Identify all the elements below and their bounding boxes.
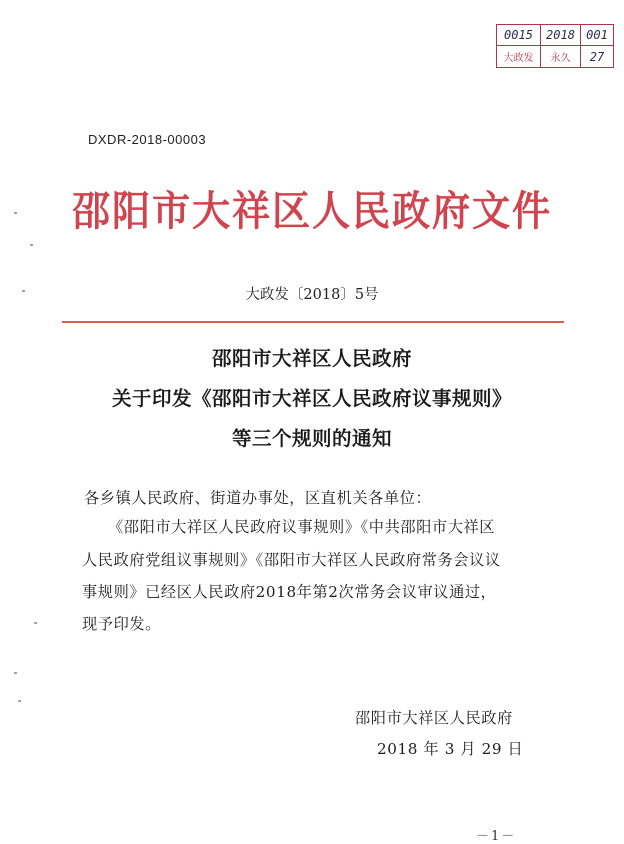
heading-line-3: 等三个规则的通知: [231, 427, 392, 450]
red-header-title: 邵阳市大祥区人民政府文件: [72, 187, 552, 235]
scan-mark: [14, 672, 17, 674]
stamp-retention: 永久: [541, 46, 581, 67]
body-line-1: 《邵阳市大祥区人民政府议事规则》《中共邵阳市大祥区: [108, 518, 496, 536]
stamp-issuer-code: 大政发: [497, 46, 541, 67]
scan-mark: [22, 290, 25, 292]
scan-mark: [30, 244, 33, 246]
archive-stamp: [496, 24, 614, 68]
signature-date: 2018 年 3 月 29 日: [377, 740, 524, 758]
scan-mark: [34, 622, 37, 624]
salutation: 各乡镇人民政府、街道办事处，区直机关各单位：: [84, 489, 432, 507]
body-line-2: 人民政府党组议事规则》《邵阳市大祥区人民政府常务会议议: [82, 551, 501, 569]
scan-mark: [18, 700, 21, 702]
document-id: DXDR-2018-00003: [88, 132, 207, 147]
scan-mark: [14, 212, 17, 214]
stamp-year: 2018: [541, 25, 581, 46]
page-number: －1－: [476, 829, 517, 844]
issue-number: 大政发〔2018〕5号: [245, 287, 379, 303]
body-line-3: 事规则》已经区人民政府2018年第2次常务会议审议通过，: [82, 583, 497, 601]
signature-organization: 邵阳市大祥区人民政府: [355, 709, 513, 727]
stamp-fonds-number: 0015: [497, 25, 541, 46]
stamp-catalog-number: 001: [581, 25, 613, 46]
body-line-4: 现予印发。: [82, 615, 161, 633]
stamp-item-number: 27: [589, 49, 605, 64]
red-divider-line: [62, 321, 564, 323]
heading-line-1: 邵阳市大祥区人民政府: [211, 347, 412, 370]
heading-line-2: 关于印发《邵阳市大祥区人民政府议事规则》: [111, 387, 512, 410]
